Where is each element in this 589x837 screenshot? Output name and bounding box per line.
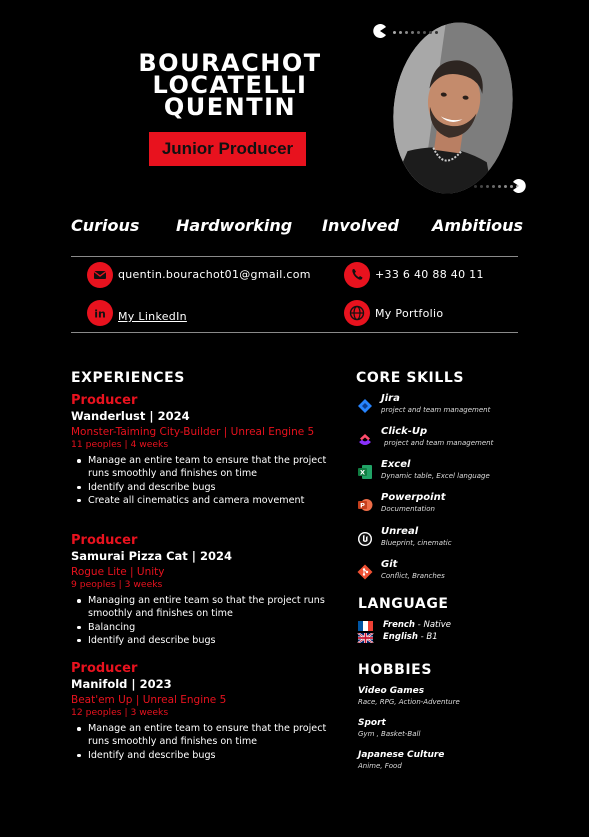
hobby-item	[358, 717, 528, 739]
skill-name: Powerpoint	[381, 492, 446, 503]
skill-item	[357, 559, 537, 589]
hobby-name: Sport	[358, 718, 386, 728]
globe-icon	[344, 300, 370, 326]
experience-bullets	[71, 454, 341, 507]
experience-meta: 12 peoples | 3 weeks	[71, 707, 169, 718]
skill-name: Git	[381, 559, 398, 570]
experience-meta: 11 peoples | 4 weeks	[71, 439, 169, 450]
language-label: English - B1	[383, 632, 438, 642]
hobby-item	[358, 685, 528, 707]
divider	[71, 332, 518, 333]
bullet-item: Identify and describe bugs	[71, 634, 341, 647]
divider	[71, 256, 518, 257]
language-item	[357, 620, 517, 632]
skill-name: Jira	[381, 393, 400, 404]
france-flag-icon	[357, 621, 374, 631]
experience-subtitle: Rogue Lite | Unity	[71, 566, 165, 578]
name-line-2: LOCATELLI	[152, 71, 308, 99]
trait-involved: Involved	[322, 216, 399, 235]
bullet-item: Identify and describe bugs	[71, 749, 341, 762]
clickup-icon	[357, 431, 373, 447]
jira-icon	[357, 398, 373, 414]
excel-icon	[357, 464, 373, 480]
skill-desc: Blueprint, cinematic	[381, 539, 452, 547]
experience-bullets	[71, 722, 341, 762]
uk-flag-icon	[357, 633, 374, 643]
bullet-item: Managing an entire team so that the project runs smoothly and finishes on time	[71, 594, 341, 621]
language-name: English	[383, 632, 418, 642]
language-item	[357, 632, 517, 644]
skill-item	[357, 492, 537, 522]
language-level: B1	[426, 632, 438, 642]
dots-trail	[393, 30, 438, 34]
bullet-item: Manage an entire team to ensure that the project runs smoothly and finishes on time	[71, 454, 341, 481]
hobbies-heading: HOBBIES	[358, 662, 433, 678]
experience-item	[71, 533, 341, 647]
bullet-item: Create all cinematics and camera movement	[71, 494, 341, 507]
trait-ambitious: Ambitious	[432, 216, 524, 235]
svg-text:X: X	[359, 468, 366, 477]
experiences-heading: EXPERIENCES	[71, 370, 185, 386]
skill-name: Click-Up	[381, 426, 428, 437]
language-name: French	[383, 620, 415, 630]
phone-icon	[344, 262, 370, 288]
portfolio-link[interactable]: My Portfolio	[375, 307, 444, 320]
name-line-1: BOURACHOT	[138, 49, 322, 77]
bullet-item: Balancing	[71, 621, 341, 634]
hobby-desc: Gym , Basket-Ball	[358, 730, 421, 738]
skill-name: Excel	[381, 459, 411, 470]
skill-item	[357, 459, 537, 489]
hobby-item	[358, 749, 528, 771]
git-icon	[357, 564, 373, 580]
experience-item	[71, 661, 341, 762]
experience-subtitle: Beat'em Up | Unreal Engine 5	[71, 694, 227, 706]
skill-name: Unreal	[381, 526, 419, 537]
trait-hardworking: Hardworking	[176, 216, 293, 235]
svg-text:P: P	[360, 501, 365, 510]
experience-project: Samurai Pizza Cat | 2024	[71, 549, 233, 563]
phone-number[interactable]: +33 6 40 88 40 11	[375, 268, 484, 281]
language-label: French - Native	[383, 620, 451, 630]
skill-item	[357, 526, 537, 556]
skill-desc: project and team management	[381, 406, 491, 414]
trait-curious: Curious	[71, 216, 140, 235]
powerpoint-icon	[357, 497, 373, 513]
experience-subtitle: Monster-Taiming City-Builder | Unreal Engine 5	[71, 426, 315, 438]
core-skills-heading: CORE SKILLS	[356, 370, 465, 386]
profile-photo	[383, 15, 524, 202]
experience-bullets	[71, 594, 341, 647]
unreal-icon	[357, 531, 373, 547]
hobby-name: Japanese Culture	[358, 750, 445, 760]
name-line-3: QUENTIN	[163, 93, 297, 121]
bullet-item: Manage an entire team to ensure that the project runs smoothly and finishes on time	[71, 722, 341, 749]
skill-desc: Dynamic table, Excel language	[381, 472, 490, 480]
skill-desc: Conflict, Branches	[381, 572, 445, 580]
skill-item	[357, 426, 537, 456]
pacman-icon	[512, 179, 526, 193]
experience-role: Producer	[71, 661, 138, 676]
linkedin-icon	[87, 300, 113, 326]
email-link[interactable]: quentin.bourachot01@gmail.com	[118, 268, 311, 281]
pacman-icon	[373, 24, 387, 38]
skill-desc: project and team management	[384, 439, 494, 447]
svg-text:in: in	[94, 307, 106, 321]
experience-role: Producer	[71, 533, 138, 548]
experience-project: Wanderlust | 2024	[71, 409, 190, 423]
hobby-name: Video Games	[358, 686, 425, 696]
language-heading: LANGUAGE	[358, 596, 449, 612]
hobby-desc: Race, RPG, Action-Adventure	[358, 698, 460, 706]
hobby-desc: Anime, Food	[358, 762, 402, 770]
experience-project: Manifold | 2023	[71, 677, 172, 691]
linkedin-link[interactable]: My LinkedIn	[118, 310, 187, 323]
job-title-badge: Junior Producer	[149, 132, 306, 166]
bullet-item: Identify and describe bugs	[71, 481, 341, 494]
skill-desc: Documentation	[381, 505, 435, 513]
experience-meta: 9 peoples | 3 weeks	[71, 579, 163, 590]
skill-item	[357, 393, 537, 423]
experience-item	[71, 393, 341, 507]
experience-role: Producer	[71, 393, 138, 408]
language-level: Native	[423, 620, 451, 630]
email-icon	[87, 262, 113, 288]
